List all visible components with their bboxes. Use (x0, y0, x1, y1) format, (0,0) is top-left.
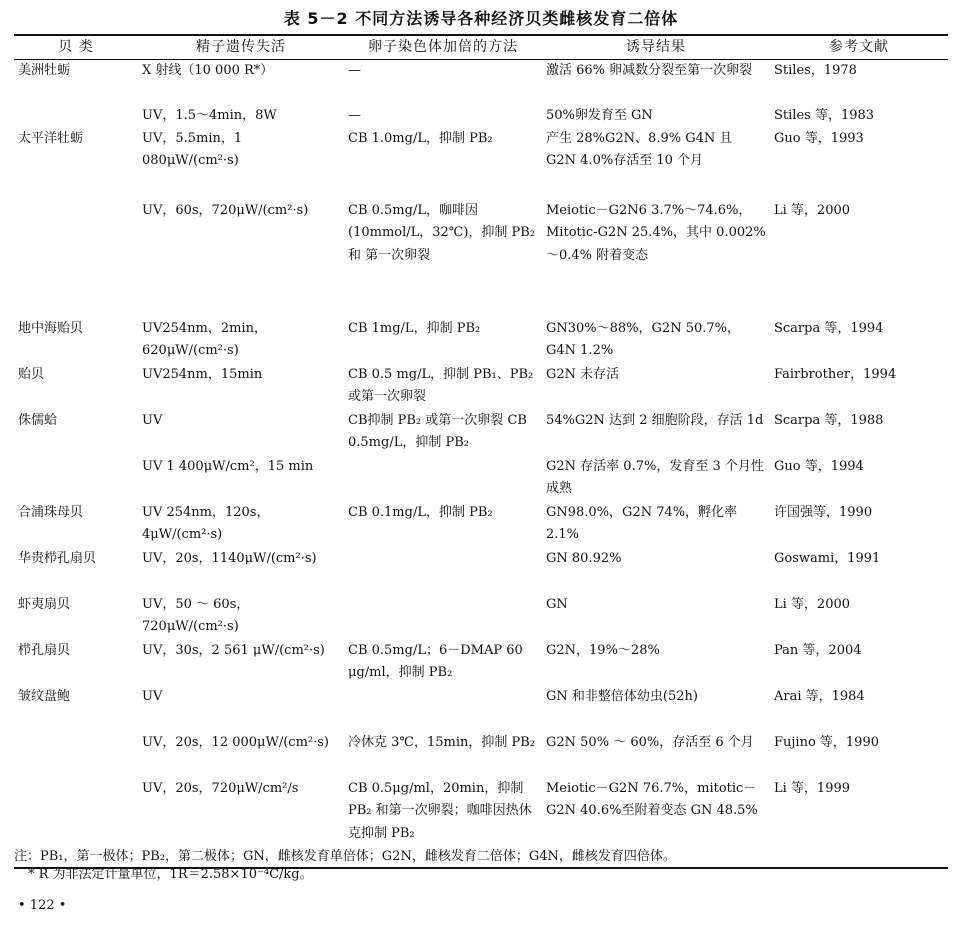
cell-result: GN98.0%，G2N 74%，孵化率 2.1% (546, 504, 738, 542)
cell-species: 虾夷扇贝 (18, 596, 71, 612)
cell-species: 栉孔扇贝 (18, 642, 71, 658)
cell-species: 华贵栉孔扇贝 (18, 550, 97, 566)
table-row (14, 456, 948, 502)
cell-sperm-inactivation: UV，20s，720μW/cm²/s (138, 778, 344, 868)
cell-reference: Pan 等，2004 (774, 642, 862, 658)
table-caption: 表 5－2 不同方法诱导各种经济贝类雌核发育二倍体 (283, 9, 679, 28)
cell-sperm-inactivation: UV 1 400μW/cm²，15 min (142, 458, 314, 474)
note-abbreviations: 注：PB₁，第一极体；PB₂，第二极体；GN，雌核发育单倍体；G2N，雌核发育二倍体；G4N，雌核发育四倍体。 (14, 849, 676, 864)
cell-sperm-inactivation: UV 254nm，120s，4μW/(cm²·s) (142, 504, 270, 542)
cell-result: 产生 28%G2N、8.9% G4N 且 G2N 4.0%存活至 10 个月 (546, 130, 733, 168)
cell-sperm-inactivation: UV (142, 688, 163, 704)
cell-reference: Scarpa 等，1994 (774, 320, 884, 336)
cell-sperm-inactivation: UV，1.5～4min，8W (142, 108, 277, 123)
cell-result: G2N 50% ～ 60%，存活至 6 个月 (546, 734, 754, 750)
cell-reference: Li 等，1999 (770, 778, 948, 868)
cell-result: GN 和非整倍体幼虫(52h) (546, 688, 698, 704)
cell-doubling-method (344, 686, 542, 732)
table-notes (14, 848, 948, 884)
cell-result: GN (546, 596, 568, 612)
cell-result: 54%G2N 达到 2 细胞阶段，存活 1d (546, 412, 764, 428)
cell-result: 50%卵发育至 GN (546, 108, 653, 123)
data-table (14, 34, 948, 869)
cell-doubling-method (344, 548, 542, 594)
cell-reference: Fujino 等，1990 (774, 734, 879, 750)
cell-doubling-method: CB 0.5mg/L，咖啡因(10mmol/L，32℃)，抑制 PB₂ 和 第一次卵裂 (348, 202, 536, 263)
cell-species (14, 200, 138, 318)
cell-species: 地中海贻贝 (18, 320, 84, 336)
cell-reference: Li 等，2000 (774, 596, 851, 612)
cell-doubling-method: CB 0.5mg/L；6－DMAP 60 μg/ml，抑制 PB₂ (348, 642, 523, 680)
header-row (14, 35, 948, 59)
cell-reference: Stiles 等，1983 (774, 108, 875, 123)
cell-species: 合浦珠母贝 (18, 504, 84, 520)
cell-doubling-method: CB 1mg/L，抑制 PB₂ (348, 320, 481, 336)
cell-reference: Goswami，1991 (774, 550, 881, 566)
header-result: 诱导结果 (542, 35, 770, 59)
cell-species (14, 732, 138, 778)
table-row (14, 410, 948, 456)
cell-sperm-inactivation: UV，50 ～ 60s，720μW/(cm²·s) (142, 596, 250, 634)
cell-sperm-inactivation: UV，30s，2 561 μW/(cm²·s) (142, 642, 325, 658)
cell-doubling-method (344, 594, 542, 640)
cell-result: Meiotic－G2N 76.7%，mitotic－G2N 40.6%至附着变态 GN 48.5% (542, 778, 770, 868)
cell-sperm-inactivation: UV254nm，2min，620μW/(cm²·s) (142, 320, 267, 358)
cell-sperm-inactivation: X 射线（10 000 R*） (142, 62, 274, 78)
table-row (14, 105, 948, 128)
cell-reference: 许国强等，1990 (774, 504, 873, 520)
cell-doubling-method: CB抑制 PB₂ 或第一次卵裂 CB 0.5mg/L，抑制 PB₂ (348, 412, 527, 450)
cell-sperm-inactivation: UV，60s，720μW/(cm²·s) (142, 202, 309, 218)
cell-doubling-method: CB 0.5μg/ml，20min，抑制 PB₂ 和第一次卵裂；咖啡因热休克抑制 PB₂ (344, 778, 542, 868)
cell-reference: Fairbrother，1994 (774, 366, 897, 382)
cell-result: G2N 存活率 0.7%，发育至 3 个月性成熟 (546, 458, 764, 496)
cell-result: GN 80.92% (546, 550, 622, 566)
cell-sperm-inactivation: UV，20s，1140μW/(cm²·s) (142, 550, 317, 566)
table-row (14, 318, 948, 364)
cell-doubling-method: — (348, 62, 361, 78)
header-doubling-method: 卵子染色体加倍的方法 (344, 35, 542, 59)
cell-result: GN30%～88%，G2N 50.7%，G4N 1.2% (546, 320, 741, 358)
cell-reference: Scarpa 等，1988 (774, 412, 884, 428)
cell-species: 太平洋牡蛎 (18, 130, 84, 146)
cell-species (14, 105, 138, 128)
table-body (14, 59, 948, 868)
cell-sperm-inactivation: UV254nm，15min (142, 366, 263, 382)
cell-doubling-method: CB 0.1mg/L，抑制 PB₂ (348, 504, 493, 520)
table-row (14, 128, 948, 200)
cell-species (14, 456, 138, 502)
header-sperm-inactivation: 精子遗传失活 (138, 35, 344, 59)
table-row (14, 732, 948, 778)
cell-reference: Arai 等，1984 (774, 688, 865, 704)
cell-doubling-method: 冷休克 3℃，15min，抑制 PB₂ (348, 734, 535, 750)
cell-doubling-method (344, 456, 542, 502)
cell-species: 皱纹盘鲍 (18, 688, 71, 704)
cell-reference: Guo 等，1994 (774, 458, 864, 474)
cell-doubling-method: CB 0.5 mg/L，抑制 PB₁、PB₂ 或第一次卵裂 (348, 366, 534, 404)
cell-reference: Stiles，1978 (774, 62, 857, 78)
cell-species: 美洲牡蛎 (18, 62, 71, 78)
table-row (14, 364, 948, 410)
cell-result: G2N 未存活 (546, 366, 620, 382)
cell-reference: Guo 等，1993 (774, 130, 864, 146)
table-row (14, 548, 948, 594)
cell-species: 侏儒蛤 (18, 412, 58, 428)
table-row (14, 686, 948, 732)
cell-result: 激活 66% 卵减数分裂至第一次卵裂 (546, 62, 753, 78)
cell-doubling-method: CB 1.0mg/L，抑制 PB₂ (348, 130, 493, 146)
cell-sperm-inactivation: UV，20s，12 000μW/(cm²·s) (142, 734, 330, 750)
table-row (14, 59, 948, 105)
header-reference: 参考文献 (770, 35, 948, 59)
page-number: • 122 • (18, 898, 67, 913)
note-unit: * R 为非法定计量单位，1R＝2.58×10⁻⁴C/kg。 (28, 867, 313, 882)
cell-sperm-inactivation: UV (142, 412, 163, 428)
cell-result: G2N，19%～28% (546, 642, 660, 658)
cell-species: 贻贝 (18, 366, 45, 382)
header-species: 贝 类 (14, 35, 138, 59)
table-row (14, 502, 948, 548)
table-row (14, 594, 948, 640)
cell-doubling-method: — (348, 108, 361, 123)
cell-result: Meiotic－G2N6 3.7%～74.6%，Mitotic-G2N 25.4%，其中 0.002%～0.4% 附着变态 (546, 202, 766, 263)
table-row (14, 640, 948, 686)
table-row (14, 200, 948, 318)
cell-reference: Li 等，2000 (774, 202, 851, 218)
cell-sperm-inactivation: UV，5.5min，1 080μW/(cm²·s) (142, 130, 243, 168)
